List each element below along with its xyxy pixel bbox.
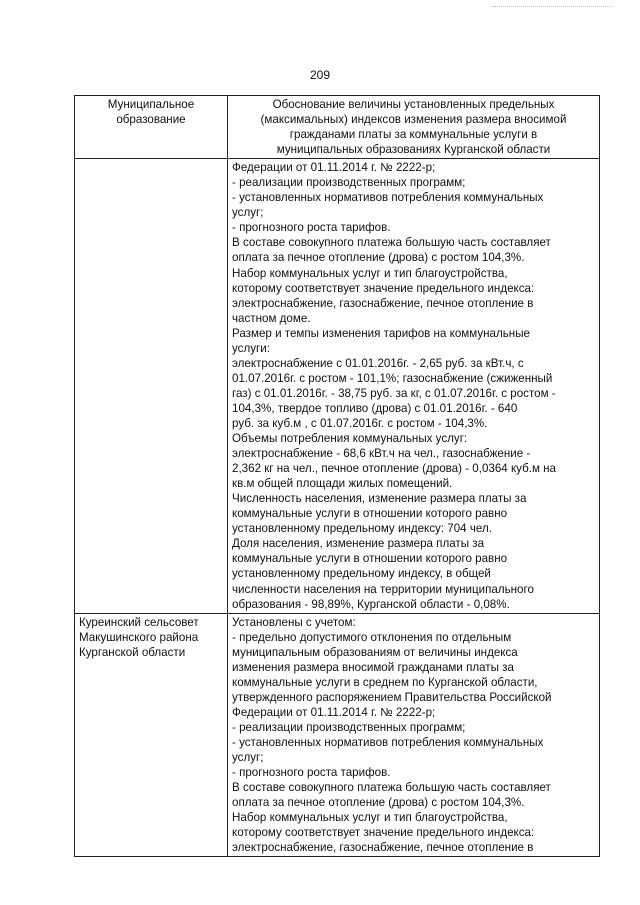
text-line: - реализации производственных программ; bbox=[232, 720, 466, 734]
municipality-name-line: Курганской области bbox=[79, 645, 186, 659]
text-line: образования - 98,89%, Курганской области - 0,08%. bbox=[232, 597, 510, 611]
text-line: электроснабжение, газоснабжение, печное отопление в bbox=[232, 296, 534, 310]
text-line: Установлены с учетом: bbox=[232, 615, 356, 629]
justification-cell bbox=[228, 613, 600, 857]
table-row bbox=[75, 159, 600, 613]
municipality-cell bbox=[75, 159, 228, 613]
text-line: утвержденного распоряжением Правительства Российской bbox=[232, 690, 552, 704]
text-line: услуги: bbox=[232, 341, 270, 355]
municipality-cell bbox=[75, 613, 228, 857]
text-line: муниципальным образованиям от величины индекса bbox=[232, 645, 518, 659]
text-line: частном доме. bbox=[232, 311, 311, 325]
text-line: - установленных нормативов потребления коммунальных bbox=[232, 735, 544, 749]
text-line: Объемы потребления коммунальных услуг: bbox=[232, 432, 468, 446]
text-line: - предельно допустимого отклонения по отдельным bbox=[232, 630, 512, 644]
text-line: - реализации производственных программ; bbox=[232, 176, 466, 190]
text-line: которому соответствует значение предельного индекса: bbox=[232, 281, 535, 295]
table-row bbox=[75, 613, 600, 857]
text-line: Доля населения, изменение размера платы за bbox=[232, 537, 485, 551]
text-line: В составе совокупного платежа большую часть составляет bbox=[232, 236, 551, 250]
text-line: электроснабжение с 01.01.2016г. - 2,65 руб. за кВт.ч, с bbox=[232, 356, 524, 370]
text-line: которому соответствует значение предельного индекса: bbox=[232, 826, 535, 840]
text-line: коммунальные услуги в отношении которого равно bbox=[232, 552, 508, 566]
text-line: коммунальные услуги в среднем по Курганской области, bbox=[232, 675, 538, 689]
text-line: 2,362 кг на чел., печное отопление (дрова) - 0,0364 куб.м на bbox=[232, 462, 556, 476]
text-line: кв.м общей площади жилых помещений. bbox=[232, 477, 453, 491]
page-number: 209 bbox=[309, 68, 331, 82]
text-line: Набор коммунальных услуг и тип благоустройства, bbox=[232, 811, 508, 825]
text-line: услуг; bbox=[232, 751, 264, 765]
text-line: Численность населения, изменение размера платы за bbox=[232, 492, 527, 506]
scan-artifact bbox=[492, 6, 612, 11]
header-text-line: Обоснование величины установленных предельных bbox=[272, 98, 555, 111]
text-line: услуг; bbox=[232, 206, 264, 220]
text-line: оплата за печное отопление (дрова) с ростом 104,3%. bbox=[232, 251, 525, 265]
header-municipality bbox=[75, 96, 228, 159]
table-header-row bbox=[75, 96, 600, 159]
text-line: коммунальные услуги в отношении которого равно bbox=[232, 507, 508, 521]
text-line: изменения размера вносимой гражданами платы за bbox=[232, 660, 514, 674]
municipal-index-table bbox=[74, 95, 600, 857]
header-text-line: образование bbox=[116, 113, 186, 127]
text-line: - прогнозного роста тарифов. bbox=[232, 221, 391, 235]
text-line: руб. за куб.м , с 01.07.2016г. с ростом - 104,3%. bbox=[232, 416, 488, 430]
text-line: Набор коммунальных услуг и тип благоустройства, bbox=[232, 266, 508, 280]
header-justification bbox=[228, 96, 600, 159]
text-line: установленному предельному индексу, в общей bbox=[232, 567, 491, 581]
text-line: электроснабжение - 68,6 кВт.ч на чел., газоснабжение - bbox=[232, 447, 531, 461]
text-line: 01.07.2016г. с ростом - 101,1%; газоснабжение (сжиженный bbox=[232, 371, 553, 385]
text-line: оплата за печное отопление (дрова) с ростом 104,3%. bbox=[232, 796, 525, 810]
header-text-line: (максимальных) индексов изменения размера вносимой bbox=[260, 113, 567, 127]
municipality-name-line: Макушинского района bbox=[79, 630, 199, 644]
text-line: - прогнозного роста тарифов. bbox=[232, 766, 391, 780]
text-line: газ) с 01.01.2016г. - 38,75 руб. за кг, с 01.07.2016г. с ростом - bbox=[232, 386, 556, 400]
text-line: численности населения на территории муниципального bbox=[232, 582, 534, 596]
text-line: Федерации от 01.11.2014 г. № 2222-р; bbox=[232, 161, 436, 175]
text-line: Федерации от 01.11.2014 г. № 2222-р; bbox=[232, 705, 436, 719]
text-line: 104,3%, твердое топливо (дрова) с 01.01.2016г. - 640 bbox=[232, 401, 518, 415]
header-text-line: Муниципальное bbox=[107, 98, 195, 111]
text-line: установленному предельному индексу: 704 чел. bbox=[232, 522, 492, 536]
text-line: Размер и темпы изменения тарифов на коммунальные bbox=[232, 326, 530, 340]
header-text-line: гражданами платы за коммунальные услуги в bbox=[289, 128, 538, 142]
text-line: - установленных нормативов потребления коммунальных bbox=[232, 191, 544, 205]
justification-cell bbox=[228, 159, 600, 613]
text-line: электроснабжение, газоснабжение, печное отопление в bbox=[232, 841, 534, 855]
header-text-line: муниципальных образованиях Курганской области bbox=[276, 143, 551, 157]
text-line: В составе совокупного платежа большую часть составляет bbox=[232, 781, 551, 795]
municipality-name-line: Куреинский сельсовет bbox=[79, 615, 199, 629]
